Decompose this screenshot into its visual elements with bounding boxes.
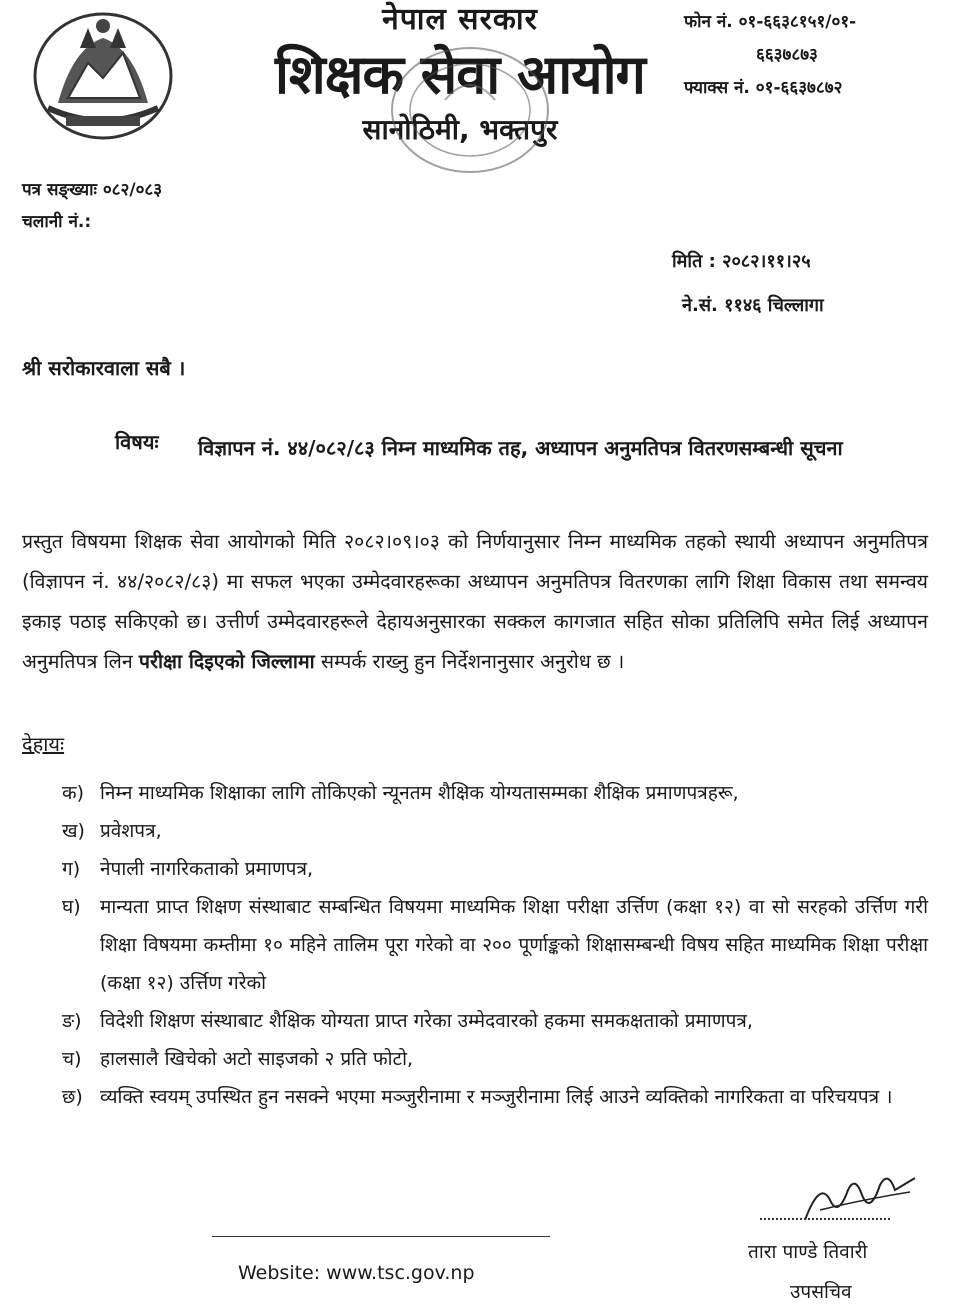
commission-address: सानोठिमी, भक्तपुर [362, 113, 558, 146]
body-text: प्रस्तुत विषयमा शिक्षक सेवा आयोगको मिति २०८२।०९।०३ को निर्णयानुसार निम्न माध्यमिक तहको स्थायी अध्यापन अनुमतिपत्र (विज्ञापन नं. ४४/२०८२/८३) मा सफल भएका उम्मेदवारहरूका अध्यापन अनुमतिपत्र वितरणका लागि शिक्षा विकास तथा समन्वय इकाइ पठाइ सकिएको छ। उत्तीर्ण उम्मेदवारहरूले देहायअनुसारका सक्कल कागजात सहित सोका प्रतिलिपि समेत लिई अध्यापन अनुमतिपत्र लिन [22, 530, 928, 673]
document-list [62, 774, 928, 1116]
list-marker: घ) [62, 896, 81, 918]
government-name: नेपाल सरकार [382, 2, 538, 37]
letter-date: मिति : २०८२।११।२५ [672, 251, 811, 272]
fax-number: फ्याक्स नं. ०१-६६३७८७२ [684, 78, 843, 98]
list-marker: छ) [62, 1086, 83, 1108]
nepal-sambat-date: ने.सं. ११४६ चिल्लागा [682, 295, 824, 316]
letter-number: पत्र सङ्ख्याः ०८२/०८३ [22, 180, 163, 200]
commission-name: शिक्षक सेवा आयोग [275, 43, 645, 106]
list-item-text: हालसालै खिचेको अटो साइजको २ प्रति फोटो, [100, 1048, 414, 1070]
list-marker: क) [62, 782, 85, 804]
date-block [672, 240, 824, 328]
list-item-text: प्रवेशपत्र, [100, 820, 162, 842]
reference-block [22, 174, 162, 238]
list-item [62, 812, 928, 850]
body-text-end: सम्पर्क राख्नु हुन निर्देशनानुसार अनुरोध छ । [320, 650, 625, 673]
subject-label: विषयः [115, 430, 159, 454]
list-item-text: मान्यता प्राप्त शिक्षण संस्थाबाट सम्बन्धित विषयमा माध्यमिक शिक्षा परीक्षा उर्त्तिण (कक्षा १२) वा सो सरहको उर्त्तिण गरी शिक्षा विषयमा कम्तीमा १० महिने तालिम पूरा गरेको वा २०० पूर्णाङ्कको शिक्षासम्बन्धी विषय सहित माध्यमिक शिक्षा परीक्षा (कक्षा १२) उर्त्तिण गरेको [100, 896, 928, 994]
list-item [62, 1002, 928, 1040]
phone-number-continued: ६६३७८७३ [756, 45, 818, 65]
footer-divider [212, 1236, 550, 1237]
list-item-text: नेपाली नागरिकताको प्रमाणपत्र, [100, 858, 314, 880]
list-item [62, 850, 928, 888]
body-paragraph [22, 522, 928, 682]
list-marker: ग) [62, 858, 81, 880]
list-marker: च) [62, 1048, 82, 1070]
list-item-text: व्यक्ति स्वयम् उपस्थित हुन नसक्ने भएमा मञ्जुरीनामा र मञ्जुरीनामा लिई आउने व्यक्तिको नागरिकता वा परिचयपत्र । [100, 1086, 893, 1108]
dispatch-number: चलानी नं.: [22, 212, 92, 232]
list-item [62, 1040, 928, 1078]
signatory-title: उपसचिव [790, 1281, 852, 1303]
website-link[interactable]: Website: www.tsc.gov.np [238, 1262, 475, 1284]
list-marker: ङ) [62, 1010, 82, 1032]
list-heading: देहायः [22, 732, 65, 756]
list-marker: ख) [62, 820, 85, 842]
list-item-text: निम्न माध्यमिक शिक्षाका लागि तोकिएको न्यूनतम शैक्षिक योग्यतासम्मका शैक्षिक प्रमाणपत्रहरू, [100, 782, 739, 804]
body-bold-text: परीक्षा दिइएको जिल्लामा [138, 650, 315, 673]
signature-line [760, 1218, 890, 1220]
list-item [62, 888, 928, 1002]
signature [800, 1170, 920, 1230]
nepal-emblem-icon [28, 8, 178, 143]
subject-text: विज्ञापन नं. ४४/०८२/८३ निम्न माध्यमिक तह, अध्यापन अनुमतिपत्र वितरणसम्बन्धी सूचना [198, 436, 843, 460]
list-item [62, 774, 928, 812]
addressee: श्री सरोकारवाला सबै । [22, 356, 186, 380]
list-item-text: विदेशी शिक्षण संस्थाबाट शैक्षिक योग्यता प्राप्त गरेका उम्मेदवारको हकमा समकक्षताको प्रमाणपत्र, [100, 1010, 753, 1032]
phone-number: फोन नं. ०१-६६३८१५१/०१- [684, 12, 857, 32]
signatory-name: तारा पाण्डे तिवारी [748, 1241, 868, 1263]
contact-info [684, 6, 946, 105]
official-stamp [385, 40, 555, 180]
list-item [62, 1078, 928, 1116]
